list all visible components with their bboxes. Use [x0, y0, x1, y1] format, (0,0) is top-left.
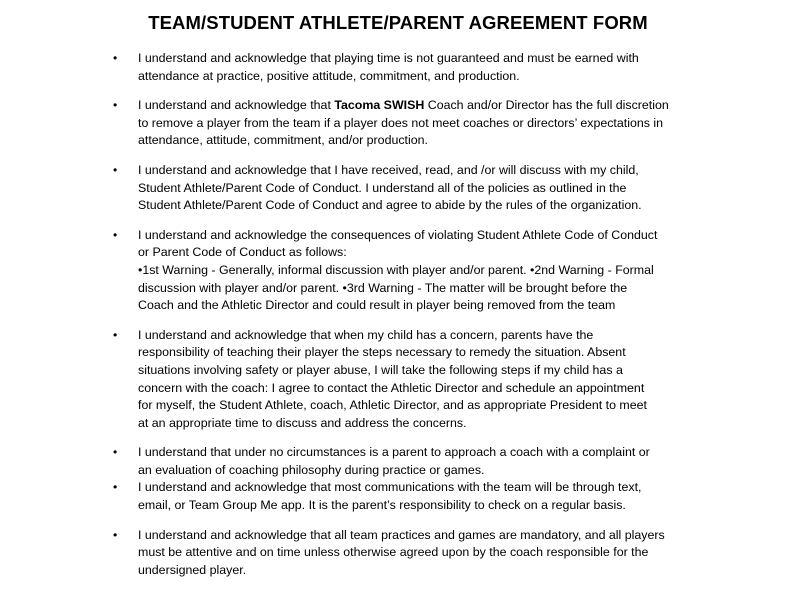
list-item-discretion: [0, 97, 796, 150]
item-line: attendance, attitude, commitment, and/or production.: [138, 133, 428, 148]
list-item-no-approach: [0, 444, 796, 479]
item-line: •1st Warning - Generally, informal discussion with player and/or parent. •2nd Warning - Formal: [138, 262, 654, 277]
bullet-icon: •: [113, 527, 118, 542]
item-line: an evaluation of coaching philosophy during practice or games.: [138, 462, 485, 477]
item-line: email, or Team Group Me app. It is the parent’s responsibility to check on a regular basis.: [138, 498, 626, 513]
bullet-icon: •: [113, 98, 118, 113]
item-line: situations involving safety or player abuse, I will take the following steps if my child has a: [138, 362, 623, 377]
bullet-icon: •: [113, 480, 118, 495]
bullet-icon: •: [113, 327, 118, 342]
bullet-icon: •: [113, 51, 118, 65]
item-line: I understand and acknowledge that I have received, read, and /or will discuss with my child,: [138, 162, 639, 177]
list-item-communications: [0, 479, 796, 514]
list-item-playing-time: [0, 50, 796, 85]
item-line: at an appropriate time to discuss and address the concerns.: [138, 415, 467, 430]
agreement-list: [0, 50, 796, 591]
item-line: [138, 97, 716, 115]
list-item-code-of-conduct: [0, 162, 796, 215]
item-line: I understand and acknowledge that all team practices and games are mandatory, and all players: [138, 527, 665, 542]
item-line: I understand and acknowledge that when my child has a concern, parents have the: [138, 327, 594, 342]
item-line: or Parent Code of Conduct as follows:: [138, 245, 347, 260]
item-line: Coach and the Athletic Director and could result in player being removed from the team: [138, 298, 616, 313]
item-line: must be attentive and on time unless otherwise agreed upon by the coach responsible for the: [138, 545, 649, 560]
item-line: I understand that under no circumstances is a parent to approach a coach with a complaint or: [138, 445, 650, 460]
item-line: Student Athlete/Parent Code of Conduct and agree to abide by the rules of the organization.: [138, 198, 642, 213]
item-line: to remove a player from the team if a player does not meet coaches or directors’ expectations in: [138, 115, 664, 130]
item-line: responsibility of teaching their player the steps necessary to remedy the situation. Absent: [138, 345, 626, 360]
item-text: I understand and acknowledge that: [138, 98, 335, 113]
bullet-icon: •: [113, 445, 118, 460]
item-line: I understand and acknowledge that most communications with the team will be through text,: [138, 480, 642, 495]
item-line: attendance at practice, positive attitude, commitment, and production.: [138, 68, 520, 83]
organization-name: Tacoma SWISH: [334, 98, 425, 113]
item-line: discussion with player and/or parent. •3rd Warning - The matter will be brought before the: [138, 280, 628, 295]
item-line: I understand and acknowledge the consequences of violating Student Athlete Code of Conduct: [138, 227, 658, 242]
list-item-consequences: [0, 227, 796, 315]
item-line: for myself, the Student Athlete, coach, Athletic Director, and as appropriate President to meet: [138, 398, 647, 413]
item-text: Coach and/or Director has the full discretion: [424, 98, 669, 113]
item-line: undersigned player.: [138, 562, 247, 577]
item-line: Student Athlete/Parent Code of Conduct. I understand all of the policies as outlined in the: [138, 180, 627, 195]
item-line: I understand and acknowledge that playing time is not guaranteed and must be earned with: [138, 51, 639, 65]
list-item-mandatory: [0, 527, 796, 580]
page-title: TEAM/STUDENT ATHLETE/PARENT AGREEMENT FORM: [148, 12, 648, 33]
item-line: concern with the coach: I agree to contact the Athletic Director and schedule an appointment: [138, 380, 645, 395]
list-item-concerns: [0, 327, 796, 433]
bullet-icon: •: [113, 227, 118, 242]
bullet-icon: •: [113, 162, 118, 177]
